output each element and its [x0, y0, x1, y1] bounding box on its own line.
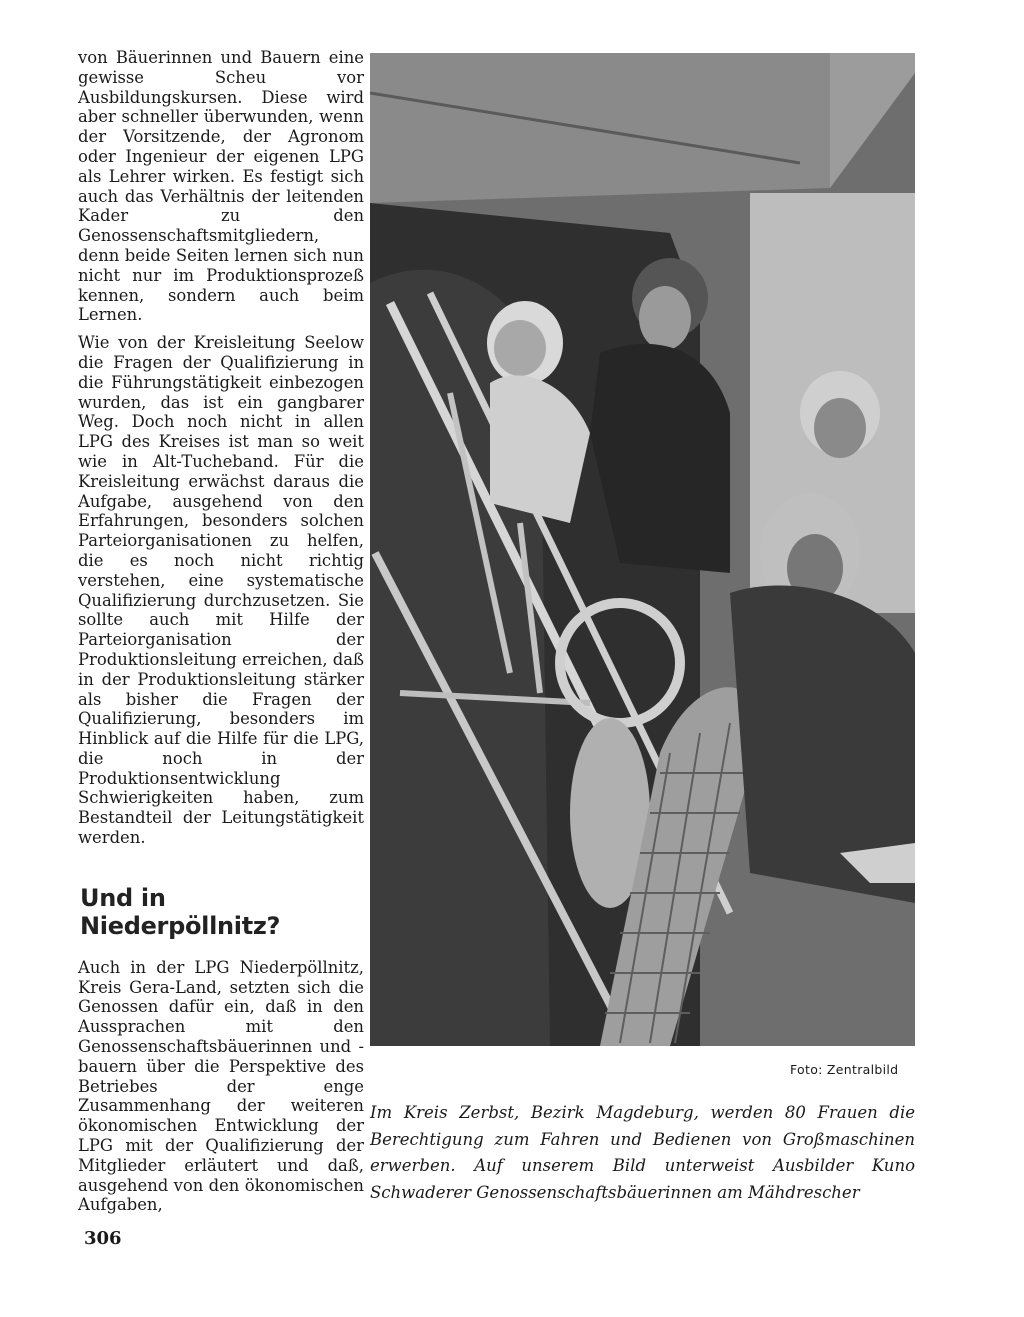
photo-caption: Im Kreis Zerbst, Bezirk Magdeburg, werden 80 Frauen die Berechtigung zum Fahren und Bedienen von Großmaschinen erwerben. Auf unserem Bild unterweist Ausbilder Kuno Schwaderer Genossenschaftsbäuerinnen am Mähdrescher [370, 1103, 915, 1202]
left-text-column [78, 48, 364, 1215]
photo-combine-harvester-training [370, 53, 915, 1046]
body-paragraph: Wie von der Kreisleitung Seelow die Fragen der Qualifizierung in die Führungstätigkeit einbezogen wurden, das ist ein gangbarer Weg. Doch noch nicht in allen LPG des Kreises ist man so weit wie in Alt-Tucheband. Für die Kreisleitung erwächst daraus die Aufgabe, ausgehend von den Erfahrungen, besonders solchen Parteiorganisationen zu helfen, die es noch nicht richtig verstehen, eine systematische Qualifizierung durchzusetzen. Sie sollte auch mit Hilfe der Parteiorganisation der Produktionsleitung erreichen, daß in der Produktionsleitung stärker als bisher die Fragen der Qualifizierung, besonders im Hinblick auf die Hilfe für die LPG, die noch in der Produktionsentwicklung Schwierigkeiten haben, zum Bestandteil der Leitungstätigkeit werden. [78, 333, 364, 848]
photo-credit: Foto: Zentralbild [790, 1062, 899, 1077]
section-heading: Und in Niederpöllnitz? [80, 883, 281, 940]
body-paragraph: Auch in der LPG Niederpöllnitz, Kreis Gera-Land, setzten sich die Genossen dafür ein, daß in den Aussprachen mit den Genossenschaftsbäuerinnen und -bauern über die Perspektive des Betriebes der enge Zusammenhang der weiteren ökonomischen Entwicklung der LPG mit der Qualifizierung der Mitglieder erläutert und daß, ausgehend von den ökonomischen Aufgaben, [78, 957, 364, 1215]
body-paragraph: von Bäuerinnen und Bauern eine gewisse Scheu vor Ausbildungskursen. Diese wird aber schneller überwunden, wenn der Vorsitzende, der Agronom oder Ingenieur der eigenen LPG als Lehrer wirken. Es festigt sich auch das Verhältnis der leitenden Kader zu den Genossenschaftsmitgliedern, denn beide Seiten lernen sich nun nicht nur im Produktionsprozeß kennen, sondern auch beim Lernen. [78, 48, 364, 325]
page-number: 306 [84, 1228, 122, 1249]
